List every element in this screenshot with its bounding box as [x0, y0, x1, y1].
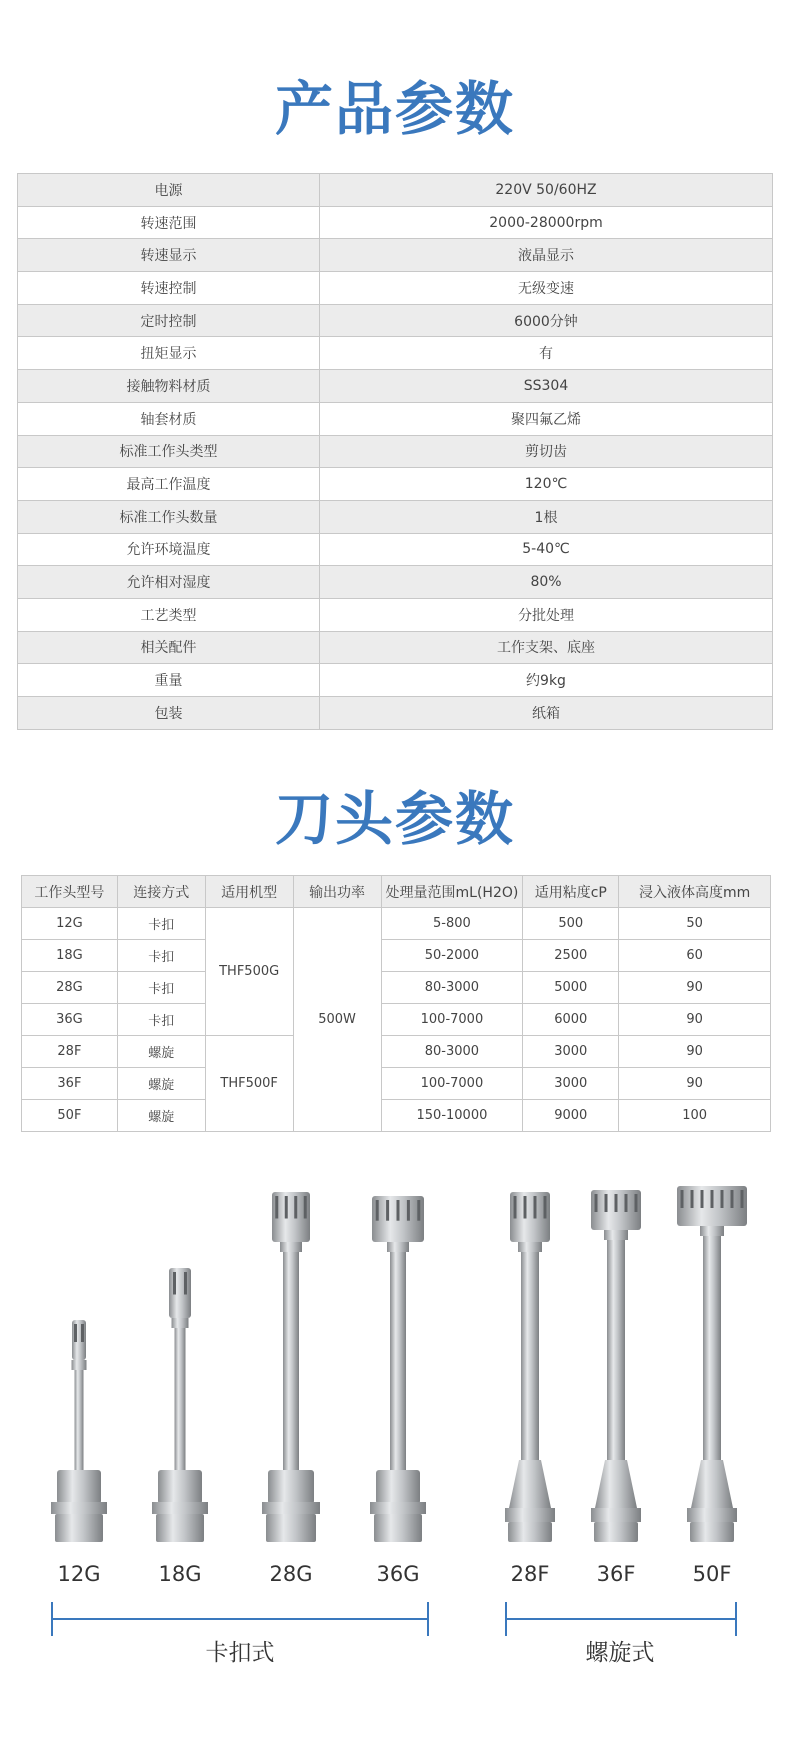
param-row [18, 533, 773, 566]
head-model-cell: 36G [22, 1004, 118, 1036]
table-row [22, 1004, 771, 1036]
head-viscosity-cell: 500 [523, 908, 619, 940]
head-connection-cell: 卡扣 [117, 940, 205, 972]
param-key: 工艺类型 [18, 598, 320, 631]
param-row [18, 566, 773, 599]
head-model-cell: 28F [22, 1036, 118, 1068]
head-depth-cell: 90 [619, 1036, 771, 1068]
head-depth-cell: 100 [619, 1100, 771, 1132]
tool-head-50f [677, 1186, 747, 1542]
head-viscosity-cell: 6000 [523, 1004, 619, 1036]
param-value: 剪切齿 [320, 435, 773, 468]
param-key: 包装 [18, 697, 320, 730]
head-col-header: 浸入液体高度mm [619, 876, 771, 908]
head-connection-cell: 螺旋 [117, 1068, 205, 1100]
table-row [22, 972, 771, 1004]
tool-head-18g [152, 1268, 208, 1542]
param-value: 液晶显示 [320, 239, 773, 272]
param-value: 2000-28000rpm [320, 206, 773, 239]
param-value: 6000分钟 [320, 304, 773, 337]
param-value: 80% [320, 566, 773, 599]
tool-label: 36G [376, 1562, 420, 1586]
head-col-header: 处理量范围mL(H2O) [381, 876, 523, 908]
tool-label: 50F [692, 1562, 732, 1586]
head-col-header: 工作头型号 [22, 876, 118, 908]
tool-head-28f [505, 1192, 555, 1542]
head-connection-cell: 卡扣 [117, 908, 205, 940]
machine-g-cell: THF500G [205, 908, 293, 1036]
param-value: 纸箱 [320, 697, 773, 730]
param-value: 工作支架、底座 [320, 631, 773, 664]
param-key: 轴套材质 [18, 402, 320, 435]
param-row [18, 174, 773, 207]
param-key: 电源 [18, 174, 320, 207]
screw-bracket-line [505, 1618, 737, 1620]
param-value: 120℃ [320, 468, 773, 501]
param-row [18, 631, 773, 664]
head-range-cell: 150-10000 [381, 1100, 523, 1132]
head-depth-cell: 90 [619, 1068, 771, 1100]
param-row [18, 598, 773, 631]
table-row [22, 1068, 771, 1100]
param-value: 无级变速 [320, 272, 773, 305]
param-row [18, 304, 773, 337]
param-value: 分批处理 [320, 598, 773, 631]
head-col-header: 连接方式 [117, 876, 205, 908]
tool-head-36f [591, 1190, 641, 1542]
param-key: 最高工作温度 [18, 468, 320, 501]
tool-label: 18G [158, 1562, 202, 1586]
param-key: 转速控制 [18, 272, 320, 305]
param-value: 5-40℃ [320, 533, 773, 566]
head-model-cell: 18G [22, 940, 118, 972]
machine-f-cell: THF500F [205, 1036, 293, 1132]
head-connection-cell: 螺旋 [117, 1036, 205, 1068]
param-key: 允许相对湿度 [18, 566, 320, 599]
screw-bracket-right-tick [735, 1602, 737, 1636]
param-key: 定时控制 [18, 304, 320, 337]
param-row [18, 697, 773, 730]
power-cell: 500W [293, 908, 381, 1132]
param-row [18, 500, 773, 533]
param-key: 转速显示 [18, 239, 320, 272]
param-value: SS304 [320, 370, 773, 403]
head-col-header: 输出功率 [293, 876, 381, 908]
head-viscosity-cell: 9000 [523, 1100, 619, 1132]
tool-head-36g [370, 1196, 426, 1542]
product-params-title: 产品参数 [274, 75, 515, 143]
head-model-cell: 12G [22, 908, 118, 940]
param-row [18, 664, 773, 697]
tool-label: 12G [57, 1562, 101, 1586]
head-viscosity-cell: 3000 [523, 1036, 619, 1068]
param-row [18, 370, 773, 403]
param-row [18, 239, 773, 272]
table-row [22, 1100, 771, 1132]
head-depth-cell: 60 [619, 940, 771, 972]
table-row [22, 908, 771, 940]
head-range-cell: 50-2000 [381, 940, 523, 972]
head-model-cell: 36F [22, 1068, 118, 1100]
head-viscosity-cell: 3000 [523, 1068, 619, 1100]
head-params-table [21, 875, 771, 1132]
table-row [22, 940, 771, 972]
table-row [22, 1036, 771, 1068]
head-col-header: 适用粘度cP [523, 876, 619, 908]
tool-label: 28F [510, 1562, 550, 1586]
head-range-cell: 100-7000 [381, 1004, 523, 1036]
param-key: 标准工作头数量 [18, 500, 320, 533]
head-range-cell: 100-7000 [381, 1068, 523, 1100]
param-key: 允许环境温度 [18, 533, 320, 566]
clip-group-label: 卡扣式 [205, 1640, 275, 1666]
param-key: 标准工作头类型 [18, 435, 320, 468]
param-value: 约9kg [320, 664, 773, 697]
head-connection-cell: 卡扣 [117, 972, 205, 1004]
param-value: 有 [320, 337, 773, 370]
tool-heads-photo [0, 1160, 790, 1560]
head-model-cell: 28G [22, 972, 118, 1004]
clip-bracket-right-tick [427, 1602, 429, 1636]
param-row [18, 206, 773, 239]
param-value: 聚四氟乙烯 [320, 402, 773, 435]
screw-group-label: 螺旋式 [585, 1640, 655, 1666]
param-key: 接触物料材质 [18, 370, 320, 403]
head-depth-cell: 90 [619, 1004, 771, 1036]
param-key: 扭矩显示 [18, 337, 320, 370]
product-params-table [17, 173, 773, 730]
head-connection-cell: 卡扣 [117, 1004, 205, 1036]
head-depth-cell: 90 [619, 972, 771, 1004]
tool-label: 28G [269, 1562, 313, 1586]
param-row [18, 435, 773, 468]
head-params-title: 刀头参数 [274, 785, 515, 853]
param-key: 转速范围 [18, 206, 320, 239]
head-col-header: 适用机型 [205, 876, 293, 908]
head-depth-cell: 50 [619, 908, 771, 940]
head-range-cell: 80-3000 [381, 972, 523, 1004]
param-row [18, 468, 773, 501]
param-row [18, 272, 773, 305]
head-range-cell: 5-800 [381, 908, 523, 940]
head-range-cell: 80-3000 [381, 1036, 523, 1068]
clip-bracket-line [51, 1618, 429, 1620]
param-key: 相关配件 [18, 631, 320, 664]
param-value: 220V 50/60HZ [320, 174, 773, 207]
tool-head-12g [51, 1320, 107, 1542]
head-viscosity-cell: 5000 [523, 972, 619, 1004]
param-row [18, 337, 773, 370]
head-viscosity-cell: 2500 [523, 940, 619, 972]
head-connection-cell: 螺旋 [117, 1100, 205, 1132]
tool-head-28g [262, 1192, 320, 1542]
param-row [18, 402, 773, 435]
param-key: 重量 [18, 664, 320, 697]
tool-label: 36F [596, 1562, 636, 1586]
param-value: 1根 [320, 500, 773, 533]
head-model-cell: 50F [22, 1100, 118, 1132]
